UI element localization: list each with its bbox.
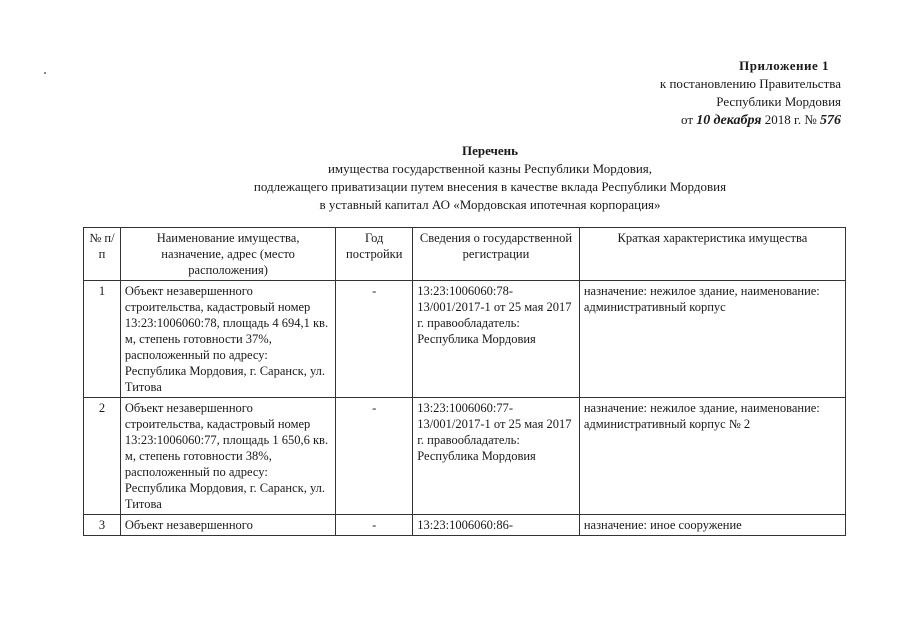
document-title-block — [120, 142, 860, 214]
row-description: назначение: иное сооружение — [579, 515, 845, 536]
appendix-line-2: Республики Мордовия — [716, 94, 841, 109]
document-number: 576 — [820, 113, 841, 128]
table-row — [84, 515, 846, 536]
date-day: 10 — [696, 113, 711, 128]
header-number: № п/п — [84, 228, 121, 281]
header-description: Краткая характеристика имущества — [579, 228, 845, 281]
appendix-line-1: к постановлению Правительства — [659, 76, 841, 91]
row-year: - — [336, 515, 413, 536]
row-registration: 13:23:1006060:86- — [413, 515, 580, 536]
property-table — [83, 227, 846, 536]
header-registration: Сведения о государственной регистрации — [413, 228, 580, 281]
date-month: декабря — [713, 113, 762, 128]
row-registration: 13:23:1006060:77-13/001/2017-1 от 25 мая 2017 г. правообладатель: Республика Мордовия — [413, 398, 580, 515]
header-name: Наименование имущества, назначение, адрес (место расположения) — [120, 228, 335, 281]
row-name: Объект незавершенного — [120, 515, 335, 536]
row-year: - — [336, 398, 413, 515]
row-number: 2 — [84, 398, 121, 515]
document-title: Перечень — [461, 143, 519, 158]
row-number: 1 — [84, 281, 121, 398]
row-year: - — [336, 281, 413, 398]
header-year: Год постройки — [336, 228, 413, 281]
row-name: Объект незавершенного строительства, кадастровый номер 13:23:1006060:77, площадь 1 650,6 кв. м, степень готовности 38%, расположенный по адресу: Республика Мордовия, г. Саранск, ул. Титова — [120, 398, 335, 515]
date-year: 2018 г. № — [764, 112, 817, 127]
scan-speck — [44, 72, 46, 74]
row-number: 3 — [84, 515, 121, 536]
table-row — [84, 281, 846, 398]
row-registration: 13:23:1006060:78-13/001/2017-1 от 25 мая 2017 г. правообладатель: Республика Мордовия — [413, 281, 580, 398]
row-description: назначение: нежилое здание, наименование: административный корпус — [579, 281, 845, 398]
row-name: Объект незавершенного строительства, кадастровый номер 13:23:1006060:78, площадь 4 694,1 кв. м, степень готовности 37%, расположенный по адресу: Республика Мордовия, г. Саранск, ул. Титова — [120, 281, 335, 398]
title-line-1: имущества государственной казны Республики Мордовия, — [327, 161, 653, 176]
table-header-row — [84, 228, 846, 281]
appendix-block — [601, 57, 841, 130]
title-line-2: подлежащего приватизации путем внесения в качестве вклада Республики Мордовия — [253, 179, 727, 194]
table-row — [84, 398, 846, 515]
date-prefix: от — [681, 112, 694, 127]
appendix-heading: Приложение 1 — [739, 58, 829, 73]
title-line-3: в уставный капитал АО «Мордовская ипотечная корпорация» — [319, 197, 661, 212]
appendix-date-line — [601, 111, 841, 130]
row-description: назначение: нежилое здание, наименование: административный корпус № 2 — [579, 398, 845, 515]
